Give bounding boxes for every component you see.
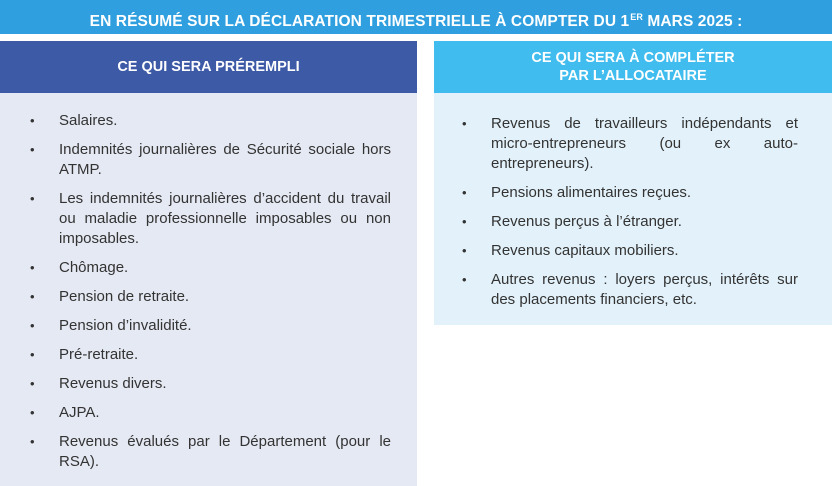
prefilled-panel-header — [0, 41, 417, 93]
list-item — [30, 258, 391, 278]
list-item — [462, 241, 798, 261]
list-item — [30, 189, 391, 249]
list-item-text: Les indemnités journalières d’accident du travail ou maladie professionnelle imposables ou non imposables. — [59, 190, 391, 247]
to-complete-list — [434, 93, 832, 310]
prefilled-panel — [0, 41, 417, 486]
bullet-icon: • — [30, 318, 35, 333]
bullet-icon: • — [462, 214, 467, 229]
bullet-icon: • — [30, 347, 35, 362]
bullet-icon: • — [30, 434, 35, 449]
bullet-icon: • — [30, 260, 35, 275]
bullet-icon: • — [30, 376, 35, 391]
list-item — [30, 287, 391, 307]
to-complete-title-line1: CE QUI SERA À COMPLÉTER — [531, 50, 735, 66]
bullet-icon: • — [462, 243, 467, 258]
list-item-text: Pension d’invalidité. — [59, 317, 192, 334]
list-item-text: Pré-retraite. — [59, 346, 139, 363]
list-item — [30, 140, 391, 180]
list-item — [30, 432, 391, 472]
bullet-icon: • — [30, 405, 35, 420]
prefilled-panel-title: CE QUI SERA PRÉREMPLI — [117, 59, 300, 75]
list-item-text: Pension de retraite. — [59, 288, 190, 305]
list-item — [30, 316, 391, 336]
bullet-icon: • — [30, 113, 35, 128]
bullet-icon: • — [30, 142, 35, 157]
banner-title-part2: MARS 2025 : — [642, 13, 743, 30]
list-item — [462, 270, 798, 310]
list-item — [30, 345, 391, 365]
banner-title-superscript: ER — [630, 12, 643, 22]
list-item-text: Revenus évalués par le Département (pour le RSA). — [59, 433, 391, 470]
to-complete-panel-header — [434, 41, 832, 93]
list-item-text: AJPA. — [59, 404, 100, 421]
list-item — [30, 111, 391, 131]
bullet-icon: • — [30, 191, 35, 206]
summary-banner — [0, 0, 832, 34]
bullet-icon: • — [462, 116, 467, 131]
list-item-text: Salaires. — [59, 112, 118, 129]
list-item-text: Autres revenus : loyers perçus, intérêts sur des placements financiers, etc. — [491, 271, 798, 308]
to-complete-title-line2: PAR L’ALLOCATAIRE — [559, 68, 707, 84]
bullet-icon: • — [462, 272, 467, 287]
list-item — [30, 374, 391, 394]
banner-title-part1: EN RÉSUMÉ SUR LA DÉCLARATION TRIMESTRIELLE À COMPTER DU 1 — [89, 13, 630, 30]
list-item — [30, 403, 391, 423]
prefilled-list — [0, 93, 417, 472]
list-item-text: Indemnités journalières de Sécurité sociale hors ATMP. — [59, 141, 391, 178]
list-item-text: Chômage. — [59, 259, 129, 276]
list-item-text: Revenus de travailleurs indépendants et micro-entrepreneurs (ou ex auto-entrepreneurs). — [491, 115, 798, 172]
list-item-text: Revenus capitaux mobiliers. — [491, 242, 679, 259]
list-item — [462, 212, 798, 232]
to-complete-panel — [434, 41, 832, 325]
list-item — [462, 114, 798, 174]
list-item-text: Revenus divers. — [59, 375, 167, 392]
list-item-text: Revenus perçus à l’étranger. — [491, 213, 682, 230]
bullet-icon: • — [462, 185, 467, 200]
list-item — [462, 183, 798, 203]
bullet-icon: • — [30, 289, 35, 304]
list-item-text: Pensions alimentaires reçues. — [491, 184, 692, 201]
